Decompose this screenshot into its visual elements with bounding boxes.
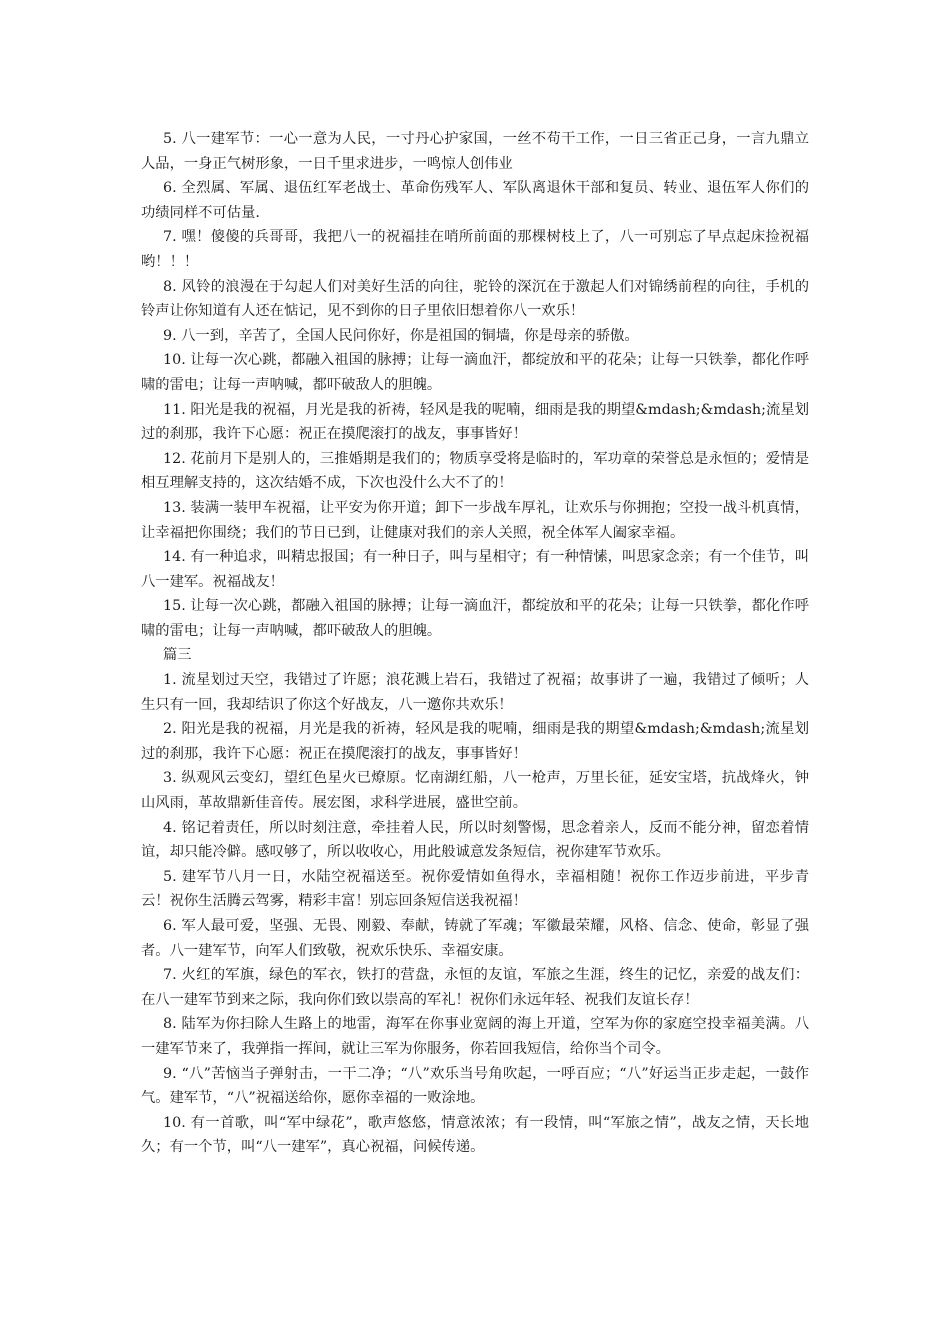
section3-paragraph-6: 6. 军人最可爱，坚强、无畏、刚毅、奉献，铸就了军魂；军徽最荣耀，风格、信念、使命，彰显了强者。八一建军节，向军人们致敬，祝欢乐快乐、幸福安康。 [141,918,809,959]
section3-paragraph-5: 5. 建军节八月一日，水陆空祝福送至。祝你爱情如鱼得水，幸福相随！祝你工作迈步前进，平步青云！祝你生活腾云驾雾，精彩丰富！别忘回条短信送我祝福！ [141,868,809,910]
document-page [141,127,809,1160]
section3-paragraph-1: 1. 流星划过天空，我错过了许愿；浪花溅上岩石，我错过了祝福；故事讲了一遍，我错过了倾听；人生只有一回，我却结识了你这个好战友，八一邀你共欢乐！ [141,672,809,713]
paragraph-15: 15. 让每一次心跳，都融入祖国的脉搏；让每一滴血汗，都绽放和平的花朵；让每一只铁拳，都化作呼啸的雷电；让每一声呐喊，都吓破敌人的胆魄。 [141,598,809,639]
section3-paragraph-3: 3. 纵观风云变幻，望红色星火已燎原。忆南湖红船，八一枪声，万里长征，延安宝塔，抗战烽火，钟山风雨，革故鼎新佳音传。展宏图，求科学进展，盛世空前。 [141,770,809,812]
section3-paragraph-4: 4. 铭记着责任，所以时刻注意，牵挂着人民，所以时刻警惕，思念着亲人，反而不能分神，留恋着情谊，却只能冷僻。感叹够了，所以收收心，用此般诚意发条短信，祝你建军节欢乐。 [141,819,809,861]
paragraph-11: 11. 阳光是我的祝福，月光是我的祈祷，轻风是我的呢喃，细雨是我的期望&mdash;&mdash;流星划过的刹那，我许下心愿：祝正在摸爬滚打的战友，事事皆好！ [141,401,809,443]
section3-paragraph-10: 10. 有一首歌，叫“军中绿花”，歌声悠悠，情意浓浓；有一段情，叫“军旅之情”，战友之情，天长地久；有一个节，叫“八一建军”，真心祝福，问候传递。 [141,1114,809,1156]
paragraph-14: 14. 有一种追求，叫精忠报国；有一种日子，叫与星相守；有一种情愫，叫思家念亲；有一个佳节，叫八一建军。祝福战友！ [141,549,809,590]
paragraph-6: 6. 全烈属、军属、退伍红军老战士、革命伤残军人、军队离退休干部和复员、转业、退伍军人你们的功绩同样不可估量. [141,180,809,221]
paragraph-10: 10. 让每一次心跳，都融入祖国的脉搏；让每一滴血汗，都绽放和平的花朵；让每一只铁拳，都化作呼啸的雷电；让每一声呐喊，都吓破敌人的胆魄。 [141,352,809,393]
paragraph-13: 13. 装满一装甲车祝福，让平安为你开道；卸下一步战车厚礼，让欢乐与你拥抱；空投一战斗机真情，让幸福把你围绕；我们的节日已到，让健康对我们的亲人关照，祝全体军人阖家幸福。 [141,499,809,541]
paragraph-7: 7. 嘿！傻傻的兵哥哥，我把八一的祝福挂在哨所前面的那棵树枝上了，八一可别忘了早点起床捡祝福哟！！！ [141,229,809,270]
section3-paragraph-2: 2. 阳光是我的祝福，月光是我的祈祷，轻风是我的呢喃，细雨是我的期望&mdash;&mdash;流星划过的刹那，我许下心愿：祝正在摸爬滚打的战友，事事皆好！ [141,721,809,762]
section-heading: 篇三 [163,647,192,664]
section3-paragraph-7: 7. 火红的军旗，绿色的军衣，铁打的营盘，永恒的友谊，军旅之生涯，终生的记忆，亲爱的战友们：在八一建军节到来之际，我向你们致以崇高的军礼！祝你们永远年轻、祝我们友谊长存！ [141,967,809,1008]
paragraph-12: 12. 花前月下是别人的，三推婚期是我们的；物质享受将是临时的，军功章的荣誉总是永恒的；爱情是相互理解支持的，这次结婚不成，下次也没什么大不了的！ [141,450,809,492]
paragraph-9: 9. 八一到，辛苦了，全国人民问你好，你是祖国的铜墙，你是母亲的骄傲。 [163,327,639,344]
paragraph-5: 5. 八一建军节：一心一意为人民，一寸丹心护家国，一丝不苟干工作，一日三省正己身，一言九鼎立人品，一身正气树形象，一日千里求进步，一鸣惊人创伟业 [141,131,809,172]
section3-paragraph-9: 9. “八”苦恼当子弹射击，一干二净；“八”欢乐当号角吹起，一呼百应；“八”好运当正步走起，一鼓作气。建军节，“八”祝福送给你，愿你幸福的一败涂地。 [141,1065,809,1107]
paragraph-8: 8. 风铃的浪漫在于勾起人们对美好生活的向往，驼铃的深沉在于激起人们对锦绣前程的向往，手机的铃声让你知道有人还在惦记，见不到你的日子里依旧想着你八一欢乐！ [141,278,809,320]
section3-paragraph-8: 8. 陆军为你扫除人生路上的地雷，海军在你事业宽阔的海上开道，空军为你的家庭空投幸福美满。八一建军节来了，我弹指一挥间，就让三军为你服务，你若回我短信，给你当个司令。 [141,1016,809,1057]
